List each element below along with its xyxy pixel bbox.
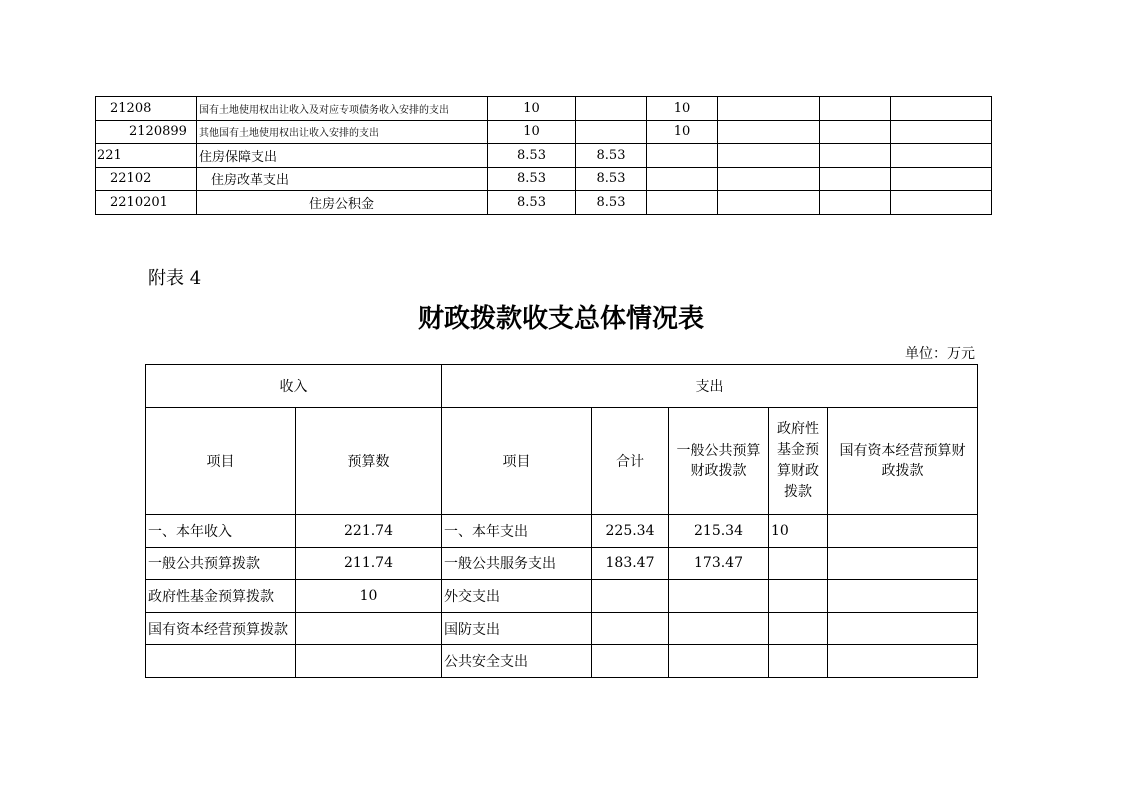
cell-value [820, 191, 891, 215]
cell-value: 10 [647, 120, 718, 144]
cell-value [820, 97, 891, 121]
cell-value [891, 167, 992, 191]
expense-total [592, 580, 669, 613]
subject-code: 221 [96, 144, 197, 168]
cell-value [718, 191, 820, 215]
cell-value: 8.53 [488, 144, 576, 168]
cell-value [891, 144, 992, 168]
income-budget: 221.74 [296, 515, 442, 548]
cell-value [891, 97, 992, 121]
income-budget: 211.74 [296, 547, 442, 580]
cell-value [820, 144, 891, 168]
table-row [96, 167, 992, 191]
subject-code: 22102 [96, 167, 197, 191]
cell-value: 8.53 [576, 167, 647, 191]
table-row [146, 645, 978, 678]
cell-value: 10 [647, 97, 718, 121]
table-row [146, 515, 978, 548]
subject-code: 21208 [96, 97, 197, 121]
table-row [96, 144, 992, 168]
col-header-general-budget: 一般公共预算财政拨款 [669, 408, 769, 515]
subject-name: 国有土地使用权出让收入及对应专项债务收入安排的支出 [197, 97, 488, 121]
cell-value [718, 144, 820, 168]
income-budget [296, 612, 442, 645]
cell-value [718, 167, 820, 191]
expense-item: 外交支出 [442, 580, 592, 613]
attachment-label: 附表 4 [148, 268, 202, 289]
header-row [146, 408, 978, 515]
subject-name: 其他国有土地使用权出让收入安排的支出 [197, 120, 488, 144]
expense-state [828, 645, 978, 678]
unit-label: 单位：万元 [905, 346, 975, 362]
table-row [146, 547, 978, 580]
income-item: 一般公共预算拨款 [146, 547, 296, 580]
table-row [96, 191, 992, 215]
col-header-fund-budget: 政府性基金预算财政拨款 [769, 408, 828, 515]
col-header-state-capital-budget: 国有资本经营预算财政拨款 [828, 408, 978, 515]
col-header-budget: 预算数 [296, 408, 442, 515]
col-header-total: 合计 [592, 408, 669, 515]
income-budget [296, 645, 442, 678]
subject-code: 2210201 [96, 191, 197, 215]
table-row [146, 612, 978, 645]
subject-name: 住房保障支出 [197, 144, 488, 168]
header-row [146, 365, 978, 408]
cell-value: 10 [488, 120, 576, 144]
expense-state [828, 612, 978, 645]
expense-item: 公共安全支出 [442, 645, 592, 678]
col-header-income-item: 项目 [146, 408, 296, 515]
cell-value: 8.53 [576, 191, 647, 215]
cell-value [576, 120, 647, 144]
income-header: 收入 [146, 365, 442, 408]
cell-value [891, 120, 992, 144]
cell-value [820, 167, 891, 191]
cell-value [647, 167, 718, 191]
cell-value [576, 97, 647, 121]
expense-item: 国防支出 [442, 612, 592, 645]
expense-total [592, 645, 669, 678]
expense-state [828, 547, 978, 580]
expense-general [669, 645, 769, 678]
expense-general: 215.34 [669, 515, 769, 548]
cell-value: 8.53 [488, 191, 576, 215]
expense-detail-table-continued [95, 96, 992, 215]
cell-value [891, 191, 992, 215]
expense-general: 173.47 [669, 547, 769, 580]
cell-value: 8.53 [576, 144, 647, 168]
subject-code: 2120899 [96, 120, 197, 144]
income-budget: 10 [296, 580, 442, 613]
cell-value [647, 191, 718, 215]
expense-fund [769, 580, 828, 613]
expense-fund: 10 [769, 515, 828, 548]
subject-name: 住房改革支出 [197, 167, 488, 191]
expense-general [669, 612, 769, 645]
cell-value [718, 97, 820, 121]
expense-state [828, 515, 978, 548]
subject-name: 住房公积金 [197, 191, 488, 215]
table-row [96, 97, 992, 121]
cell-value [647, 144, 718, 168]
expense-fund [769, 547, 828, 580]
table-row [96, 120, 992, 144]
expense-state [828, 580, 978, 613]
table-row [146, 580, 978, 613]
income-item [146, 645, 296, 678]
col-header-expense-item: 项目 [442, 408, 592, 515]
income-item: 政府性基金预算拨款 [146, 580, 296, 613]
cell-value: 10 [488, 97, 576, 121]
fiscal-appropriation-summary-table [145, 364, 978, 678]
page-title: 财政拨款收支总体情况表 [417, 304, 704, 334]
expense-item: 一、本年支出 [442, 515, 592, 548]
expense-total: 225.34 [592, 515, 669, 548]
income-item: 国有资本经营预算拨款 [146, 612, 296, 645]
expense-fund [769, 645, 828, 678]
cell-value [820, 120, 891, 144]
expense-general [669, 580, 769, 613]
expense-fund [769, 612, 828, 645]
income-item: 一、本年收入 [146, 515, 296, 548]
cell-value [718, 120, 820, 144]
expense-header: 支出 [442, 365, 978, 408]
cell-value: 8.53 [488, 167, 576, 191]
expense-total: 183.47 [592, 547, 669, 580]
expense-total [592, 612, 669, 645]
expense-item: 一般公共服务支出 [442, 547, 592, 580]
